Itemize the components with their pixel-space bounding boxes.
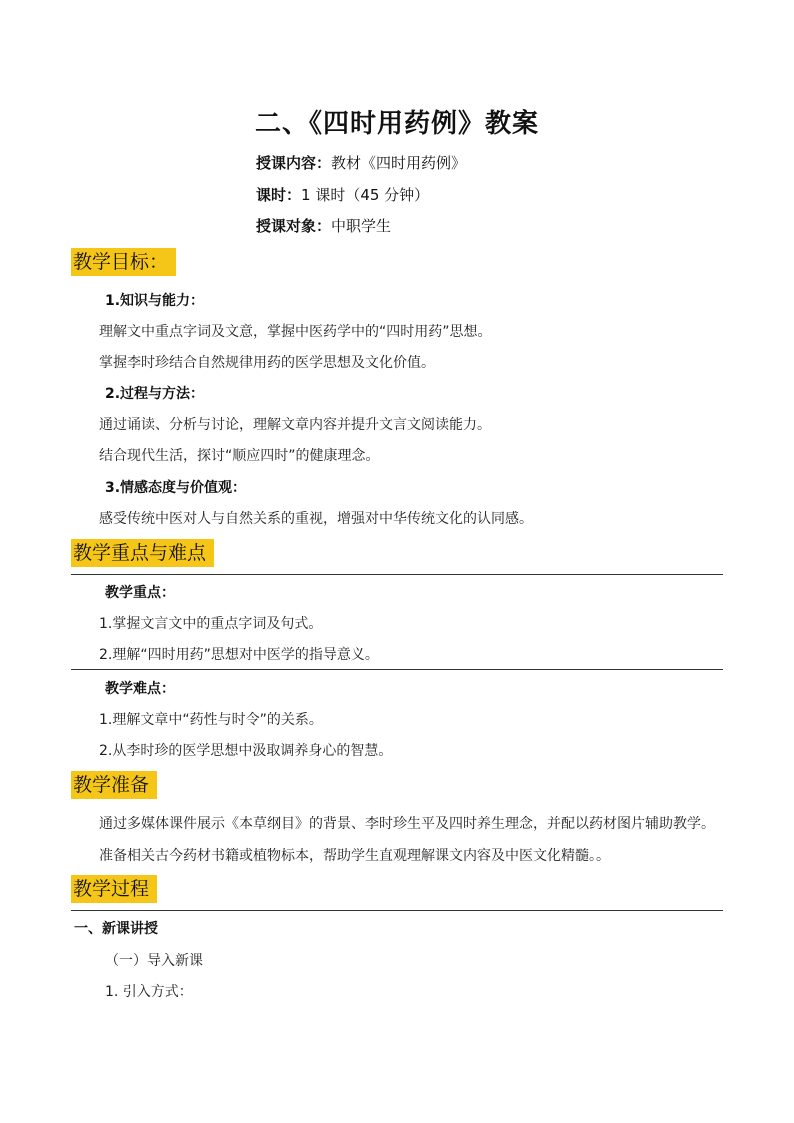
paragraph: 掌握李时珍结合自然规律用药的医学思想及文化价值。	[99, 355, 435, 371]
divider	[71, 910, 723, 911]
paragraph: 2.从李时珍的医学思想中汲取调养身心的智慧。	[99, 743, 393, 759]
meta-course-content: 授课内容：教材《四时用药例》	[256, 154, 467, 172]
section-heading-preparation: 教学准备	[71, 771, 157, 799]
subheading-knowledge: 1.知识与能力：	[105, 293, 205, 309]
paragraph: 1.理解文章中“药性与时令”的关系。	[99, 712, 323, 728]
paragraph: 准备相关古今药材书籍或植物标本，帮助学生直观理解课文内容及中医文化精髓。。	[99, 848, 610, 864]
paragraph: 结合现代生活，探讨“顺应四时”的健康理念。	[99, 448, 380, 464]
subheading-process: 2.过程与方法：	[105, 386, 205, 402]
paragraph: （一）导入新课	[105, 953, 203, 969]
section-heading-key-points: 教学重点与难点	[71, 539, 214, 567]
paragraph: 1. 引入方式：	[105, 984, 193, 1000]
meta-class-hours: 课时：1 课时（45 分钟）	[256, 186, 430, 204]
divider	[71, 574, 723, 575]
paragraph: 理解文中重点字词及文意，掌握中医药学中的“四时用药”思想。	[99, 324, 492, 340]
paragraph: 1.掌握文言文中的重点字词及句式。	[99, 616, 323, 632]
section-heading-objectives: 教学目标：	[71, 248, 176, 276]
section-heading-process: 教学过程	[71, 875, 157, 903]
paragraph: 2.理解“四时用药”思想对中医学的指导意义。	[99, 647, 379, 663]
subheading-key: 教学重点：	[105, 585, 175, 601]
subheading-difficult: 教学难点：	[105, 681, 175, 697]
page-title: 二、《四时用药例》教案	[254, 109, 539, 139]
paragraph: 感受传统中医对人与自然关系的重视，增强对中华传统文化的认同感。	[99, 511, 533, 527]
paragraph: 通过诵读、分析与讨论，理解文章内容并提升文言文阅读能力。	[99, 417, 491, 433]
subheading-new-lesson: 一、新课讲授	[74, 921, 158, 937]
meta-audience: 授课对象：中职学生	[256, 217, 392, 235]
divider	[71, 669, 723, 670]
subheading-values: 3.情感态度与价值观：	[105, 480, 247, 496]
paragraph: 通过多媒体课件展示《本草纲目》的背景、李时珍生平及四时养生理念，并配以药材图片辅助教学。	[99, 816, 715, 832]
